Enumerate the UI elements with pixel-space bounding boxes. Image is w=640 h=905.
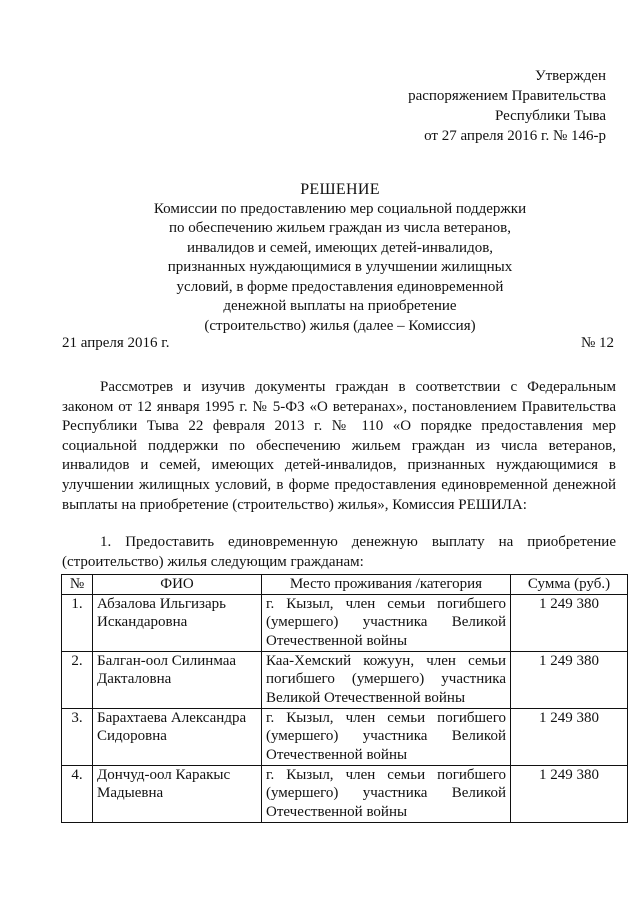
body-paragraph-1 [62,378,616,515]
recipients-table [61,574,628,823]
header-sum: Сумма (руб.) [511,575,628,595]
approval-line-1: Утвержден [534,68,606,84]
date-number-line [62,335,614,352]
row-fio: Барахтаева Александра Сидоровна [93,708,262,765]
decision-date: 21 апреля 2016 г. [62,335,170,351]
approval-line-4: от 27 апреля 2016 г. № 146-р [424,128,606,144]
row-sum: 1 249 380 [511,651,628,708]
table-row [62,651,628,708]
paragraph-1-text: Рассмотрев и изучив документы граждан в соответствии с Федеральным законом от 12 января 1995 г. № 5-ФЗ «О ветеранах», постановлением Правительства Республики Тыва 22 февраля 2013 г. № 110 «О порядке предоставления мер социальной поддержки по обеспечению жильем граждан из числа ветеранов, инвалидов и семей, имеющих детей-инвалидов, признанных нуждающимися в улучшении жилищных условий, в форме предоставления единовременной денежной выплаты на приобретение (строительство) жилья», Комиссия РЕШИЛА: [62,379,616,513]
row-place: г. Кызыл, член семьи погибшего (умершего) участника Великой Отечественной войны [262,765,511,822]
table-row [62,765,628,822]
approval-line-3: Республики Тыва [494,108,606,124]
row-fio: Дончуд-оол Каракыс Мадыевна [93,765,262,822]
header-number: № [62,575,93,595]
title-line: денежной выплаты на приобретение [223,298,457,314]
row-number: 2. [62,651,93,708]
row-number: 1. [62,594,93,651]
header-place: Место проживания /категория [262,575,511,595]
table-row [62,594,628,651]
row-fio: Балган-оол Силинмаа Дакталовна [93,651,262,708]
document-title [90,180,590,336]
body-paragraph-2 [62,533,616,572]
title-line: Комиссии по предоставлению мер социальной поддержки [153,200,527,217]
row-place: г. Кызыл, член семьи погибшего (умершего) участника Великой Отечественной войны [262,708,511,765]
row-fio: Абзалова Ильгизарь Искандаровна [93,594,262,651]
header-fio: ФИО [93,575,262,595]
row-place: г. Кызыл, член семьи погибшего (умершего) участника Великой Отечественной войны [262,594,511,651]
row-sum: 1 249 380 [511,765,628,822]
title-line: инвалидов и семей, имеющих детей-инвалидов, [186,239,494,256]
table-header-row [62,575,628,595]
table-row [62,708,628,765]
title-line: по обеспечению жильем граждан из числа ветеранов, [169,220,511,236]
title-line: признанных нуждающимися в улучшении жилищных [167,259,513,275]
row-place: Каа-Хемский кожуун, член семьи погибшего (умершего) участника Великой Отечественной войны [262,651,511,708]
row-number: 4. [62,765,93,822]
title-heading: РЕШЕНИЕ [300,181,380,198]
approval-line-2: распоряжением Правительства [408,88,606,104]
title-line: (строительство) жилья (далее – Комиссия) [204,317,476,334]
row-sum: 1 249 380 [511,708,628,765]
paragraph-2-text: 1. Предоставить единовременную денежную выплату на приобретение (строительство) жилья следующим гражданам: [62,534,616,570]
row-number: 3. [62,708,93,765]
decision-number: № 12 [580,335,614,351]
row-sum: 1 249 380 [511,594,628,651]
approval-stamp [406,66,606,146]
title-line: условий, в форме предоставления единовременной [176,278,504,295]
